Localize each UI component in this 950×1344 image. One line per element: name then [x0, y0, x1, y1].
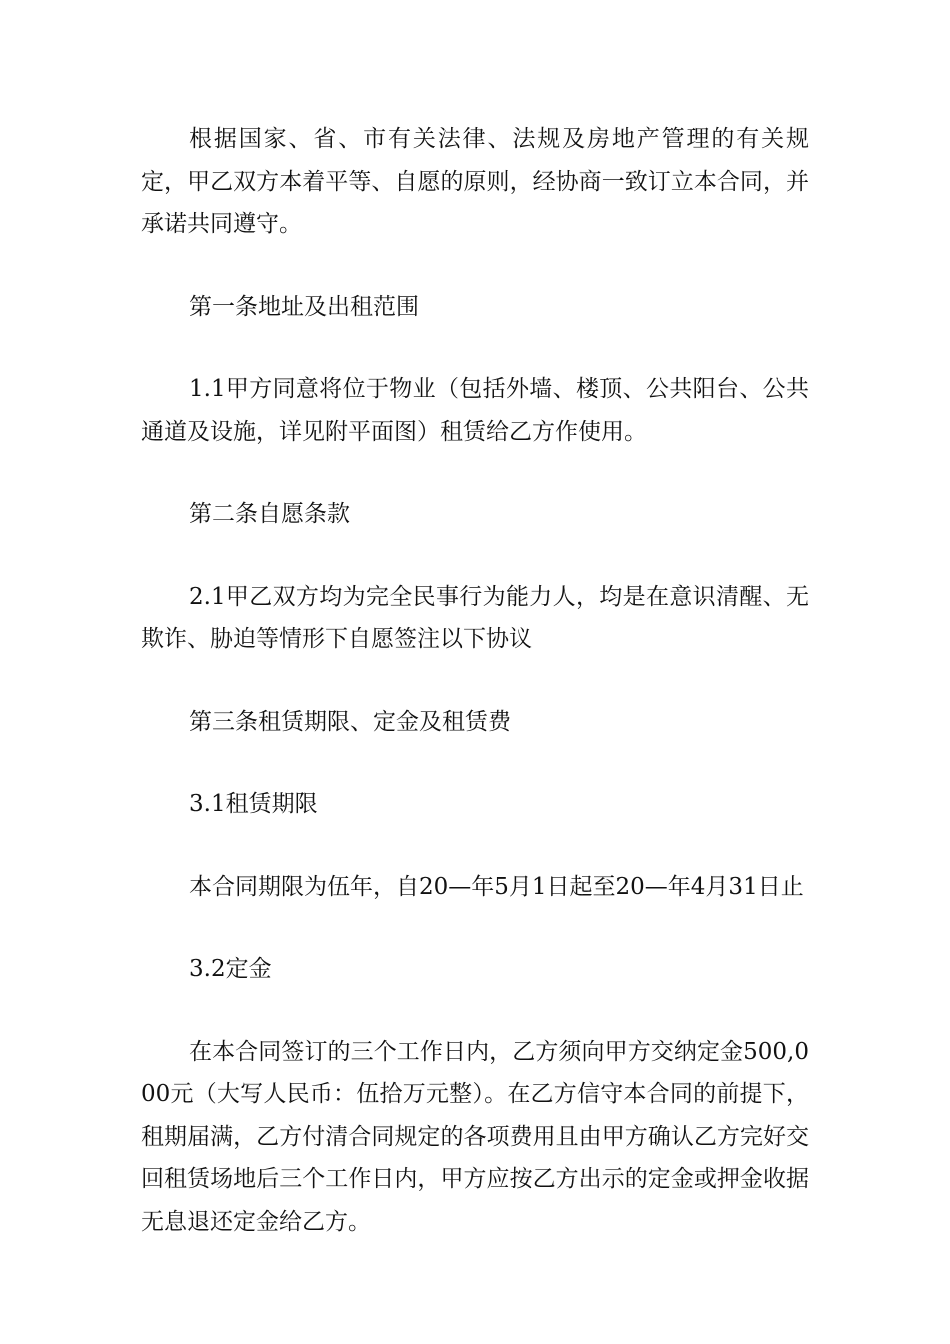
clause-3-1-heading: 3.1租赁期限: [189, 791, 318, 817]
deposit-paragraph: 在本合同签订的三个工作日内，乙方须向甲方交纳定金500,000元（大写人民币：伍拾万元整）。在乙方信守本合同的前提下，租期届满，乙方付清合同规定的各项费用且由甲方确认乙方完好交回租赁场地后三个工作日内，甲方应按乙方出示的定金或押金收据无息退还定金给乙方。: [141, 1038, 809, 1235]
clause-1-1-paragraph: 1.1甲方同意将位于物业（包括外墙、楼顶、公共阳台、公共通道及设施，详见附平面图）租赁给乙方作使用。: [141, 376, 809, 445]
clause-3-2-heading: 3.2定金: [189, 956, 272, 982]
article-1-heading: 第一条地址及出租范围: [189, 293, 419, 320]
clause-2-1-paragraph: 2.1甲乙双方均为完全民事行为能力人，均是在意识清醒、无欺诈、胁迫等情形下自愿签注以下协议: [141, 583, 809, 652]
article-3-heading: 第三条租赁期限、定金及租赁费: [189, 708, 511, 735]
intro-paragraph: 根据国家、省、市有关法律、法规及房地产管理的有关规定，甲乙双方本着平等、自愿的原则，经协商一致订立本合同，并承诺共同遵守。: [141, 126, 809, 237]
document-body: [141, 118, 809, 1243]
lease-term-paragraph: 本合同期限为伍年，自20—年5月1日起至20—年4月31日止: [189, 873, 804, 900]
article-2-heading: 第二条自愿条款: [189, 501, 350, 527]
